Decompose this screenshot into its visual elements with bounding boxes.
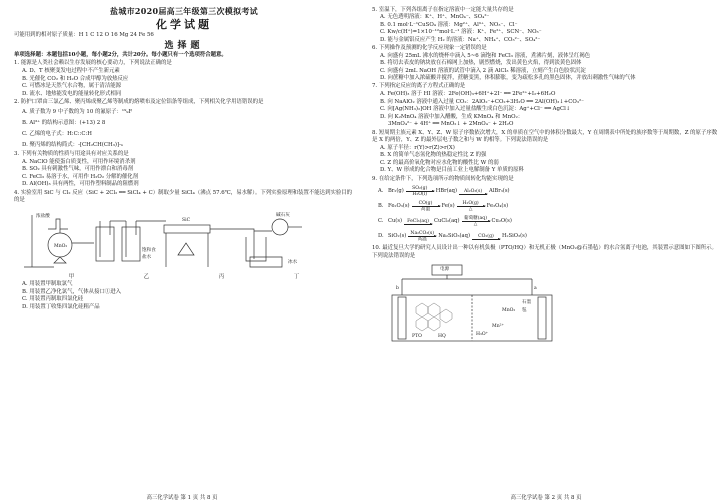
- conversion-chain: [378, 185, 720, 198]
- option: B. SO₂ 具有刺激性气味，可用作漂白和消毒剂: [22, 166, 134, 173]
- conversion-chains: [372, 185, 720, 243]
- arrow-condition-top: 葡萄糖(aq): [463, 216, 488, 222]
- subject-title: 化学试题: [156, 17, 212, 31]
- option: C. 乙烯的电子式：H:C::C:H: [22, 130, 93, 137]
- question-stem: 5. 室温下，下列各组离子在指定溶液中一定能大量共存的是: [372, 6, 514, 13]
- label-brine: 饱和食盐水: [142, 247, 156, 261]
- apparatus-label: 丙: [218, 273, 225, 280]
- chain-species: Br₂(g): [388, 187, 404, 194]
- arrow-line: [404, 224, 432, 225]
- arrow-line: [459, 194, 487, 195]
- option: A. NaClO 能使蛋白质变性，可用作环境消杀剂: [22, 158, 136, 165]
- arrow-line: [406, 191, 434, 192]
- chain-species: Fe(s): [441, 202, 455, 209]
- option: C. 向盛有 2mL NaOH 溶液的试管中滴入 2 滴 AlCl₃ 稀溶液，立刻产生白色胶状沉淀: [380, 67, 586, 74]
- exam-header: 盐城市2020届高三年级第三次模拟考试: [110, 6, 258, 16]
- section-title: 选择题: [164, 40, 204, 51]
- option: D. 用装置丁收集四氯化硅粗产品: [22, 304, 100, 311]
- option: C. FeCl₃ 易溶于水，可用作 H₂O₂ 分解的催化剂: [22, 173, 139, 180]
- arrow-condition-top: Al₂O₃(s): [463, 188, 483, 194]
- question-stem: 7. 下列指定反应的离子方程式正确的是: [372, 83, 466, 90]
- reaction-arrow: [406, 186, 434, 197]
- question-8: [372, 130, 720, 176]
- label-pto: PTO: [412, 334, 422, 340]
- option: A. Fe(OH)₃ 溶于 HI 溶液：2Fe(OH)₃+6H⁺+2I⁻ ══ 2Fe²⁺+I₂+6H₂O: [380, 91, 556, 98]
- label-sodalime: 碱石灰: [276, 212, 290, 218]
- label-hq: HQ: [438, 334, 446, 340]
- label-h3oplus: H₃O⁺: [476, 332, 489, 338]
- apparatus-label: 丁: [293, 273, 300, 280]
- option: A. 原子半径：r(Y)>r(Z)>r(X): [380, 144, 455, 151]
- option: C. Z 的最高价氧化物对应水化物的酸性比 W 的弱: [380, 159, 499, 166]
- question-stem: 9. 在给定条件下，下列选项所示的物质间转化均能实现的是: [372, 175, 514, 182]
- question-4: [14, 190, 354, 312]
- reaction-arrow: [457, 201, 485, 212]
- conversion-chain: [378, 200, 720, 213]
- option: A. 向盛有 25mL 沸水的烧杯中滴入 5~6 滴饱和 FeCl₃ 溶液，煮沸片刻，液体呈红褐色: [380, 52, 591, 59]
- arrow-condition-top: FeCl₃(aq): [407, 218, 429, 224]
- chain-species: SiO₂(s): [388, 232, 407, 239]
- option: B. 向 NaAlO₂ 溶液中通入过量 CO₂：2AlO₂⁻+CO₂+3H₂O ══ 2Al(OH)₃↓+CO₃²⁻: [380, 98, 584, 105]
- chain-species: Fe₂O₃(s): [388, 202, 410, 209]
- option: A. 用装置甲制取氯气: [22, 281, 73, 288]
- option-continuation: 3MnO₄²⁻ + 4H⁺ ══ MnO₂↓ + 2MnO₄⁻ + 2H₂O: [388, 121, 514, 128]
- chain-species: Cu(s): [388, 217, 403, 224]
- question-stem: 3. 下列有关物质的性质与用途具有对应关系的是: [14, 151, 129, 158]
- arrow-line: [472, 239, 500, 240]
- label-graphite-felt: 石墨毡: [522, 300, 532, 313]
- chain-species: CuCl₂(aq): [434, 217, 460, 224]
- option: D. 能与金属铝反应产生 H₂ 的溶液：Na⁺、NH₄⁺、CO₃²⁻、SO₄²⁻: [380, 36, 541, 43]
- label-mn2plus: Mn²⁺: [492, 324, 504, 330]
- reaction-arrow: [412, 201, 440, 212]
- chain-species: Fe₃O₄(s): [486, 202, 509, 209]
- arrow-line: [408, 236, 436, 237]
- reaction-arrow: [459, 189, 487, 195]
- question-9: [372, 176, 720, 244]
- right-page: [364, 0, 728, 504]
- option: B. 0.1 mol·L⁻¹CuSO₄ 溶液：Mg²⁺、Al³⁺、NO₃⁻、Cl⁻: [380, 21, 518, 28]
- reaction-arrow: [462, 216, 490, 227]
- chain-species: H₂SiO₃(s): [501, 232, 527, 239]
- apparatus-label: 乙: [143, 273, 150, 280]
- arrow-condition-bottom: 高温: [417, 237, 427, 243]
- option-letter: A.: [378, 187, 384, 194]
- arrow-line: [457, 206, 485, 207]
- question-stem: 4. 实验室用 SiC 与 Cl₂ 反应（SiC + 2Cl₂ ══ SiCl₄ + C）制取少量 SiCl₄（沸点 57.6℃，易水解）。下列实验原理和装置不能达到实验目的的是: [14, 189, 353, 204]
- option: B. 用装置乙净化氯气，气体从接口①进入: [22, 288, 122, 295]
- question-stem: 6. 下列操作及预测的化学反应现象一定错误的是: [372, 44, 487, 51]
- label-hcl: 浓盐酸: [36, 213, 50, 219]
- chain-species: AlBr₃(s): [489, 187, 510, 194]
- option: D. Y、W 形成的化合物是目前工业上电解制备 Y 单质的原料: [380, 167, 524, 174]
- arrow-condition-bottom: 高温: [420, 207, 431, 213]
- arrow-condition-top: SO₂(g): [412, 186, 428, 192]
- label-sic: SiC: [182, 217, 191, 223]
- conversion-chain: [378, 215, 720, 228]
- arrow-line: [412, 206, 440, 207]
- arrow-condition-top: CO₂(g): [478, 233, 494, 239]
- option: A. 无色透明溶液：K⁺、H⁺、MnO₄⁻、SO₄²⁻: [380, 14, 490, 21]
- option-letter: B.: [378, 202, 384, 209]
- option: C. Kw/c(H⁺)=1×10⁻¹²mol·L⁻¹ 溶液：K⁺、Fe²⁺、SCN⁻、NO₃⁻: [380, 29, 542, 36]
- reaction-arrow: [472, 234, 500, 240]
- question-7: [372, 83, 720, 129]
- question-stem: 1. 能源是人类社会赖以生存发展的核心要动力，下列说法正确的是: [14, 60, 172, 67]
- arrow-condition-top: CO(g): [418, 201, 433, 207]
- option: A. D、T 核聚变发电过程中不产生新元素: [22, 68, 120, 75]
- question-stem: 8. 短周期主族元素 X、Y、Z、W 原子序数依次增大，X 的单质在空气中的体积分数最大，Y 在周期表中所处的族序数等于周期数，Z 的原子序数是 X 的两倍，Y、Z 的最外层电子数之和与 W 的相等。下列说法错误的是: [372, 129, 718, 144]
- label-b: b: [396, 286, 399, 292]
- option: D. 向蔗糖中加入浓硫酸并搅拌，蔗糖变黑，体积膨胀，变为疏松多孔的黑色固体，并放出刺激性气味的气体: [380, 75, 636, 82]
- option: D. 流水、地热能发电的能量转化形式相同: [22, 90, 122, 97]
- apparatus-figure: [14, 207, 354, 273]
- arrow-line: [462, 221, 490, 222]
- option: C. 向[Ag(NH₃)₂]OH 溶液中加入过量盐酸生成白色沉淀：Ag⁺+Cl⁻ ══ AgCl↓: [380, 106, 571, 113]
- chain-species: HBr(aq): [435, 187, 458, 194]
- question-6: [372, 45, 720, 83]
- chain-species: Na₂SiO₃(aq): [438, 232, 470, 239]
- option: C. 用装置丙制取四氯化硅: [22, 296, 84, 303]
- arrow-condition-top: H₂O(g): [462, 201, 479, 207]
- option-letter: D.: [378, 232, 384, 239]
- question-3: [14, 151, 354, 189]
- option: D. Al(OH)₃ 具有两性，可用作塑料制品的阻燃剂: [22, 181, 139, 188]
- label-icewater: 冰水: [288, 259, 298, 265]
- option: D. 聚丙烯的结构简式：-[CH₂CH(CH₃)]-ₙ: [22, 141, 124, 148]
- question-5: [372, 7, 720, 45]
- option: B. 将切去表皮的钠块放在石棉网上加热，剧烈燃烧，发出黄色火焰，得到淡黄色固体: [380, 60, 582, 67]
- reaction-arrow: [408, 231, 436, 242]
- option-letter: C.: [378, 217, 384, 224]
- arrow-condition-top: Na₂CO₃(s): [410, 231, 435, 237]
- atomic-masses: 可能用到的相对原子质量：H 1 C 12 O 16 Mg 24 Fe 56: [14, 32, 154, 39]
- option: D. 向 K₂MnO₄ 溶液中加入醋酸，生成 KMnO₄ 和 MnO₂：: [380, 113, 524, 120]
- arrow-condition-bottom: △: [468, 207, 473, 213]
- page-footer: 高三化学试卷 第 1 页 共 8 页: [146, 495, 218, 501]
- battery-drawing: [372, 263, 720, 343]
- question-stem: 10. 最近复旦大学的研究人员设计出一种以有机负极（PTO/HQ）和无机正极（MnO₂@石墨毡）的水合氢离子电池，其装置示意图如下图所示。下列说法错误的是: [372, 245, 717, 259]
- option: B. Al³⁺ 的结构示意图：(+13) 2 8: [22, 119, 106, 126]
- question-1: [14, 60, 354, 98]
- battery-diagram: [372, 263, 720, 343]
- label-a: a: [534, 286, 537, 292]
- question-stem: 2. 防护口罩由三氯乙烯、聚丙烯成聚乙烯等制成的熔喷布及定位铝条等组成，下列相关化学用语错误的是: [14, 98, 264, 105]
- option: B. 光催化 CO₂ 和 H₂O 合成甲醇为放热反应: [22, 75, 129, 82]
- apparatus-label: 甲: [68, 273, 75, 280]
- question-2: [14, 99, 354, 151]
- arrow-condition-bottom: H₂O(l): [412, 192, 428, 198]
- arrow-condition-bottom: △: [473, 222, 478, 228]
- page-footer: 高三化学试卷 第 2 页 共 8 页: [510, 495, 582, 501]
- instruction: 单项选择题：本题包括10小题，每小题2分，共计20分。每小题只有一个选项符合题意。: [14, 52, 227, 59]
- option: A. 质子数为 9 中子数的为 10 的氟原子：¹⁹₉F: [22, 108, 133, 115]
- label-power: 电源: [440, 267, 450, 273]
- question-10: [372, 245, 720, 343]
- label-mno2: MnO₂: [54, 243, 68, 249]
- conversion-chain: [378, 230, 720, 243]
- label-mno2: MnO₂: [502, 308, 516, 314]
- chain-species: Cu₂O(s): [491, 217, 512, 224]
- option: C. 可燃冰是天然气水合物，属于清洁能源: [22, 83, 122, 90]
- reaction-arrow: [404, 219, 432, 225]
- option: B. X 的简单气态氢化物的热稳定性比 Z 的强: [380, 152, 487, 159]
